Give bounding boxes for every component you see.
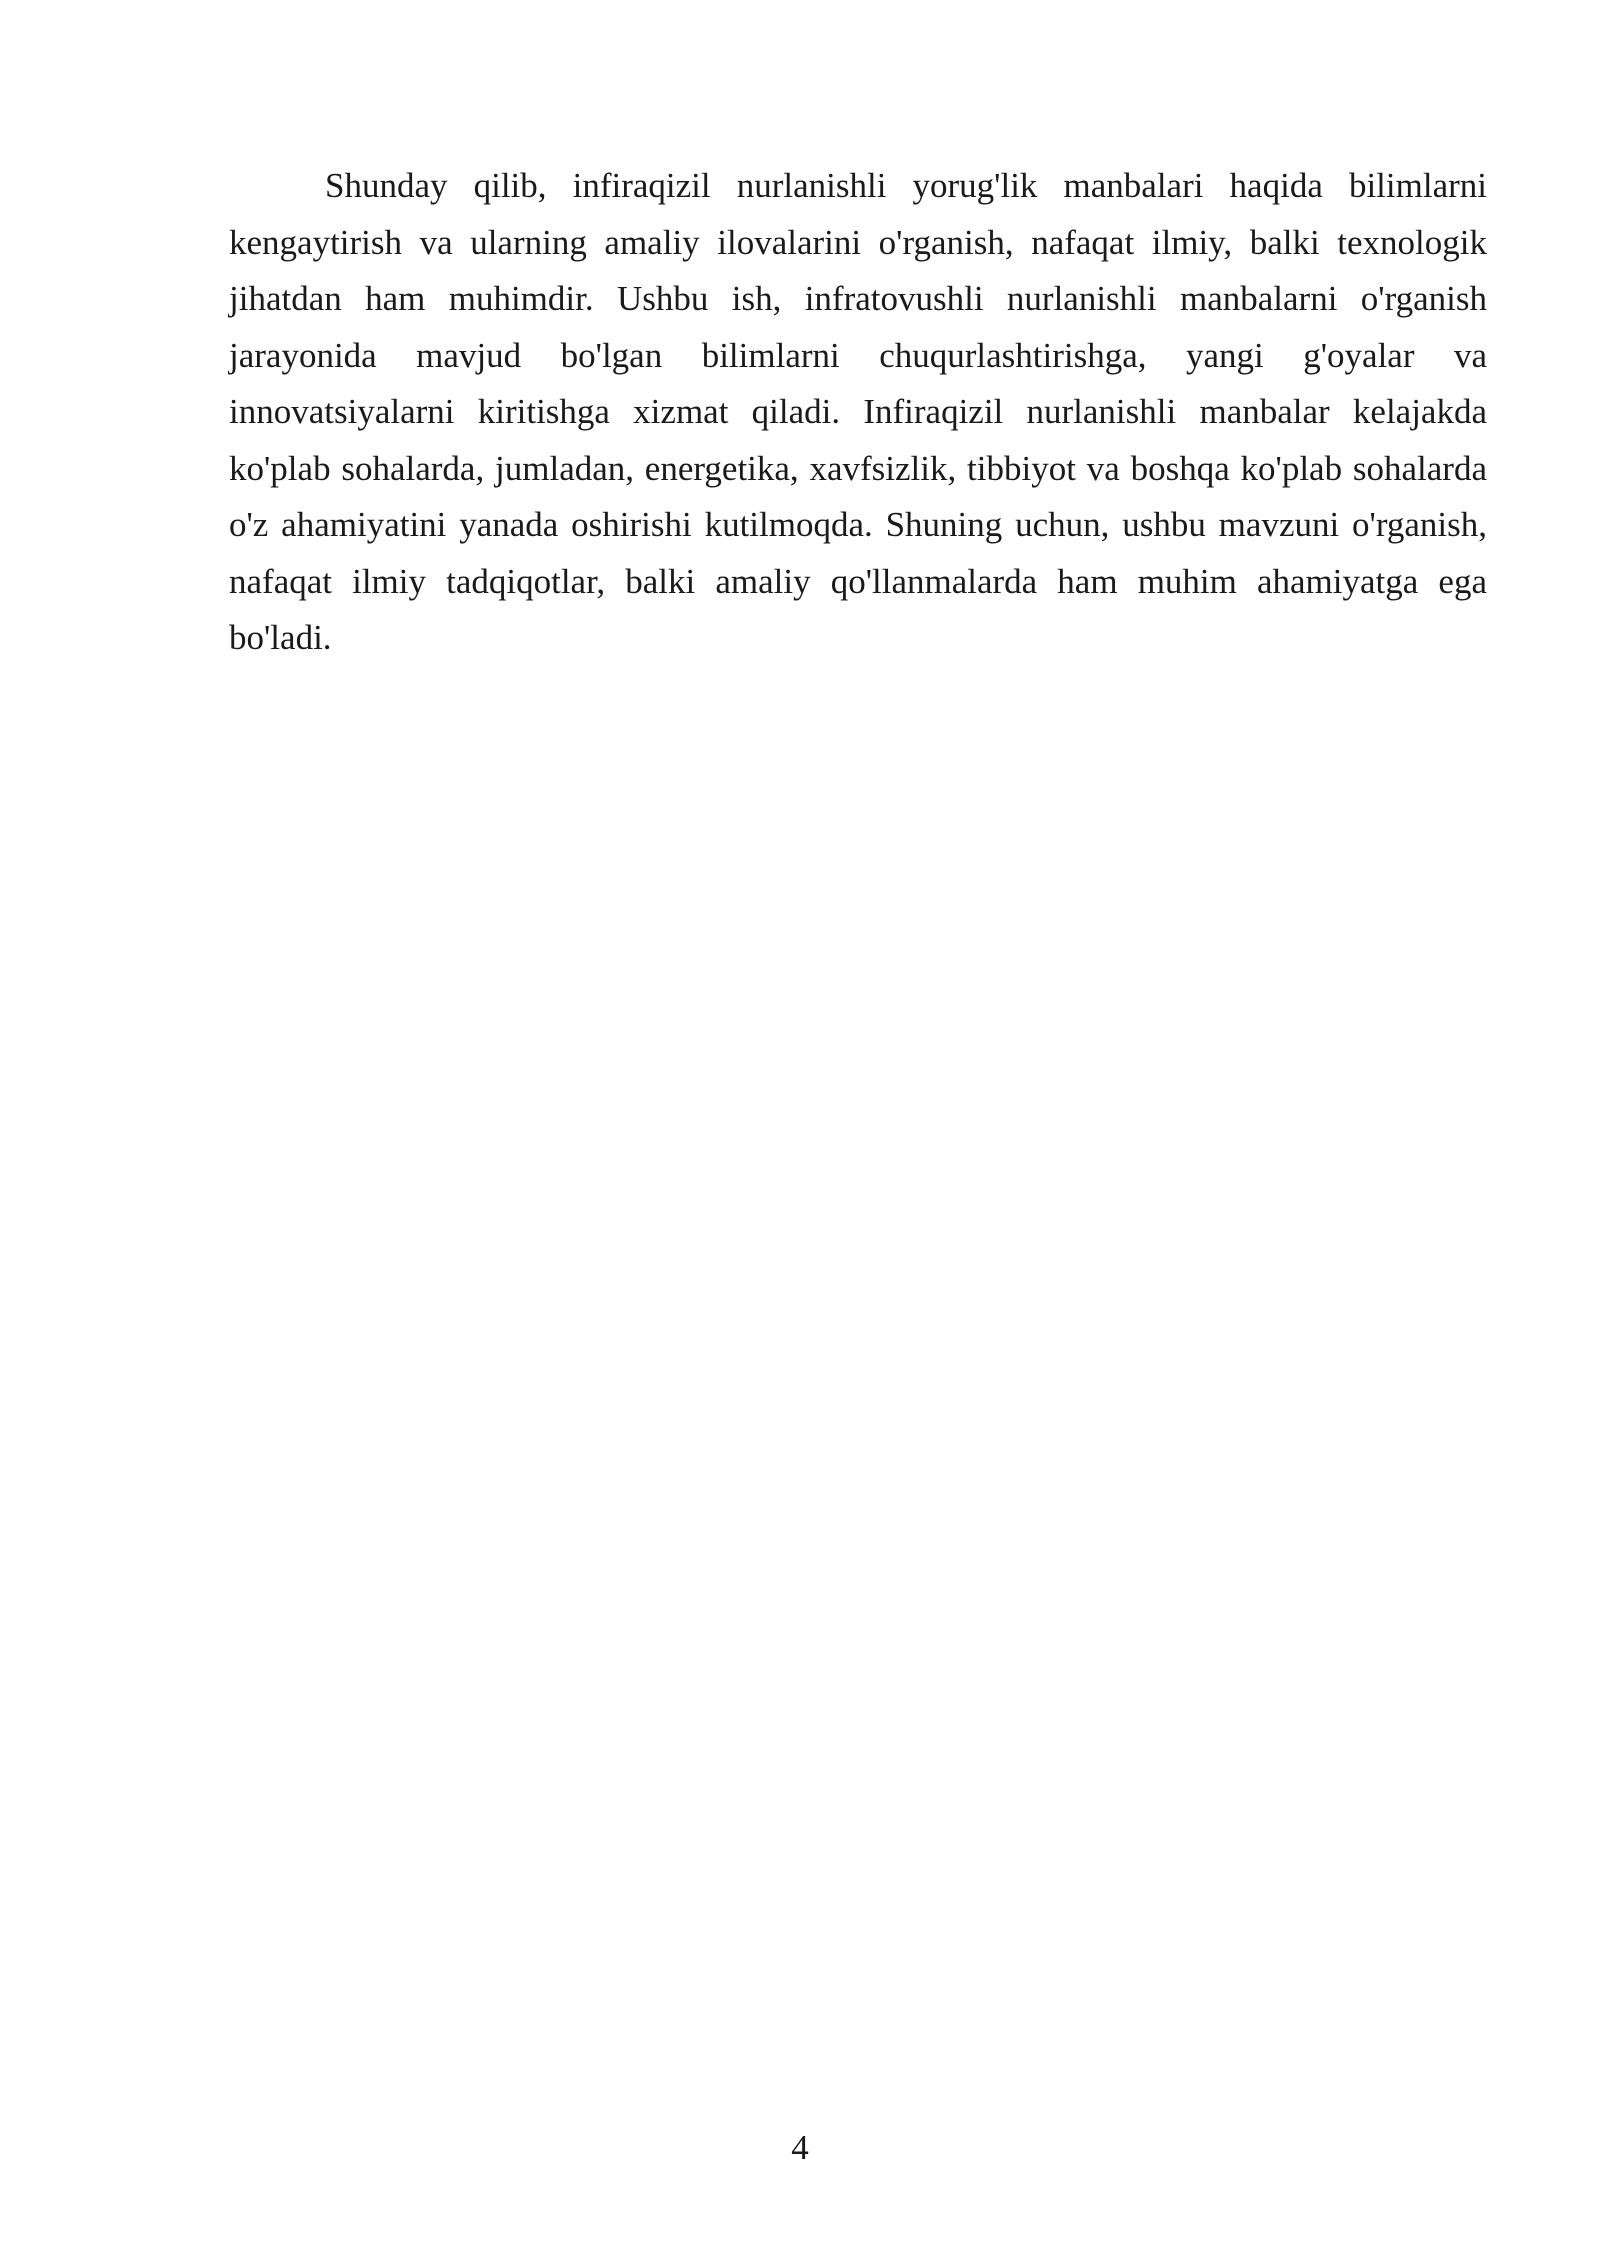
page-number: 4 [791, 2128, 809, 2167]
body-paragraph: Shunday qilib, infiraqizil nurlanishli yorug'lik manbalari haqida bilimlarni kengaytirish va ularning amaliy ilovalarini o'rganish, nafaqat ilmiy, balki texnologik jihatdan ham muhimdir. Ushbu ish, infratovushli nurlanishli manbalarni o'rganish jarayonida mavjud bo'lgan bilimlarni chuqurlashtirishga, yangi g'oyalar va innovatsiyalarni kiritishga xizmat qiladi. Infiraqizil nurlanishli manbalar kelajakda ko'plab sohalarda, jumladan, energetika, xavfsizlik, tibbiyot va boshqa ko'plab sohalarda o'z ahamiyatini yanada oshirishi kutilmoqda. Shuning uchun, ushbu mavzuni o'rganish, nafaqat ilmiy tadqiqotlar, balki amaliy qo'llanmalarda ham muhim ahamiyatga ega bo'ladi. [229, 166, 1487, 657]
